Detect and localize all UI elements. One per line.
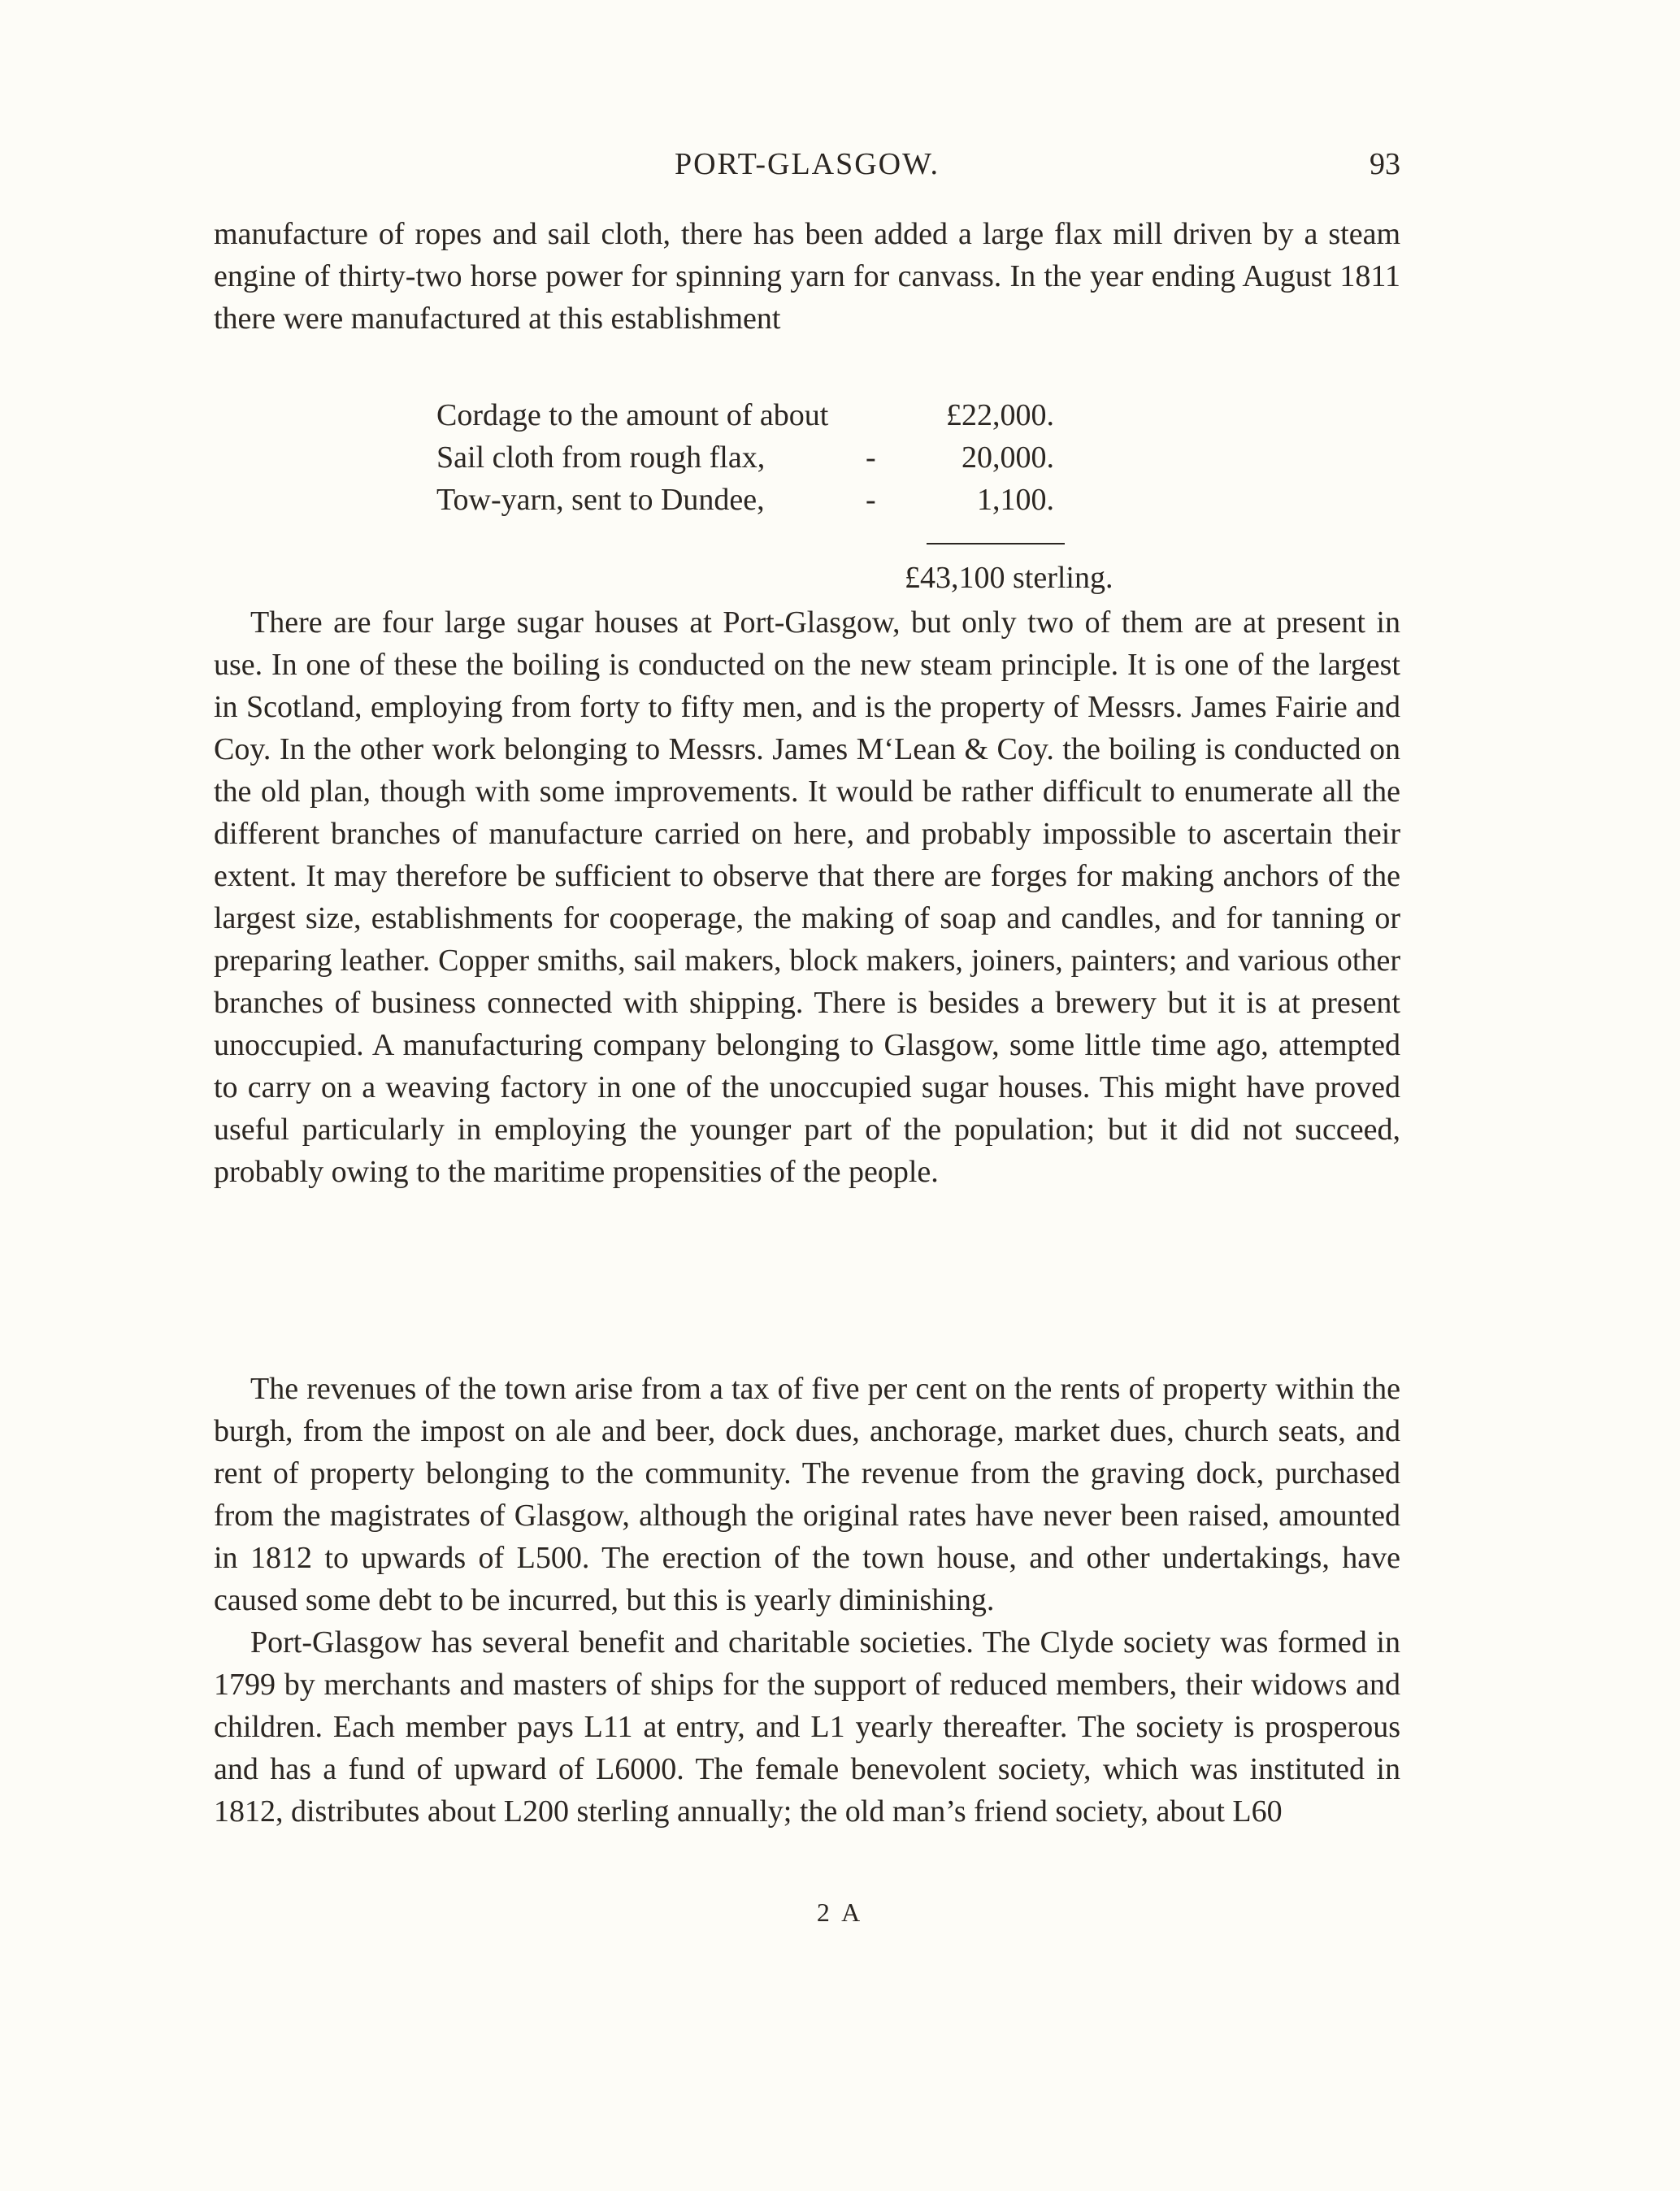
- paragraph-text: The revenues of the town arise from a tax of five per cent on the rents of property within the burgh, from the impost on ale and beer, dock dues, anchorage, market dues, church seats, and rent of property belonging to the community. The revenue from the graving dock, purchased from the magistrates of Glasgow, although the original rates have never been raised, amounted in 1812 to upwards of L500. The erection of the town house, and other undertakings, have caused some debt to be incurred, but this is yearly diminishing.: [214, 1372, 1400, 1617]
- tally-row: [436, 436, 1054, 479]
- page-header: [214, 146, 1400, 195]
- running-title: PORT-GLASGOW.: [674, 147, 940, 181]
- tally-item: Tow-yarn, sent to Dundee,: [436, 483, 765, 517]
- tally-total: £43,100 sterling.: [905, 561, 1113, 595]
- paragraph-manufacture: [214, 213, 1400, 340]
- paragraph-societies: Port-Glasgow has several benefit and charitable societies. The Clyde society was formed in 1799 by merchants and masters of ships for the support of reduced members, their widows and children. Each member pays L11 at entry, and L1 yearly thereafter. The society is prosperous and has a fund of upward of L6000. The female benevolent society, which was instituted in 1812, distributes about L200 sterling annually; the old man’s friend society, about L60: [214, 1625, 1400, 1829]
- tally-separator: -: [866, 440, 876, 475]
- tally-item: Sail cloth from rough flax,: [436, 440, 766, 475]
- tally-item: Cordage to the amount of about: [436, 398, 829, 432]
- paragraph-text: manufacture of ropes and sail cloth, there has been added a large flax mill driven by a steam engine of thirty-two horse power for spinning yarn for canvass. In the year ending August 1811 there were manufactured at this establishment: [214, 217, 1400, 336]
- paragraph-sugar-houses: [214, 601, 1400, 1193]
- tally-row: [436, 394, 1054, 436]
- paragraph-revenues: [214, 1368, 1400, 1833]
- tally-amount: 20,000.: [962, 440, 1054, 475]
- paragraph-text: There are four large sugar houses at Port-Glasgow, but only two of them are at present in use. In one of these the boiling is conducted on the new steam principle. It is one of the largest in Scotland, employing from forty to fifty men, and is the property of Messrs. James Fairie and Coy. In the other work belonging to Messrs. James M‘Lean & Coy. the boiling is conducted on the old plan, though with some improvements. It would be rather difficult to enumerate all the different branches of manufacture carried on here, and probably impossible to ascertain their extent. It may therefore be sufficient to observe that there are forges for making anchors of the largest size, establishments for cooperage, the making of soap and candles, and for tanning or preparing leather. Copper smiths, sail makers, block makers, joiners, painters; and various other branches of business connected with shipping. There is besides a brewery but it is at present unoccupied. A manufacturing company belonging to Glasgow, some little time ago, attempted to carry on a weaving factory in one of the unoccupied sugar houses. This might have proved useful particularly in employing the younger part of the population; but it did not succeed, probably owing to the maritime propensities of the people.: [214, 605, 1400, 1189]
- tally-amount: 1,100.: [977, 483, 1054, 517]
- tally-amount: £22,000.: [946, 398, 1054, 432]
- manufacture-tally: [436, 394, 1054, 521]
- tally-separator: -: [866, 483, 876, 517]
- sum-rule: [927, 543, 1065, 544]
- signature-mark: 2 A: [816, 1898, 864, 1927]
- page-number: 93: [1370, 147, 1400, 181]
- tally-row: [436, 479, 1054, 521]
